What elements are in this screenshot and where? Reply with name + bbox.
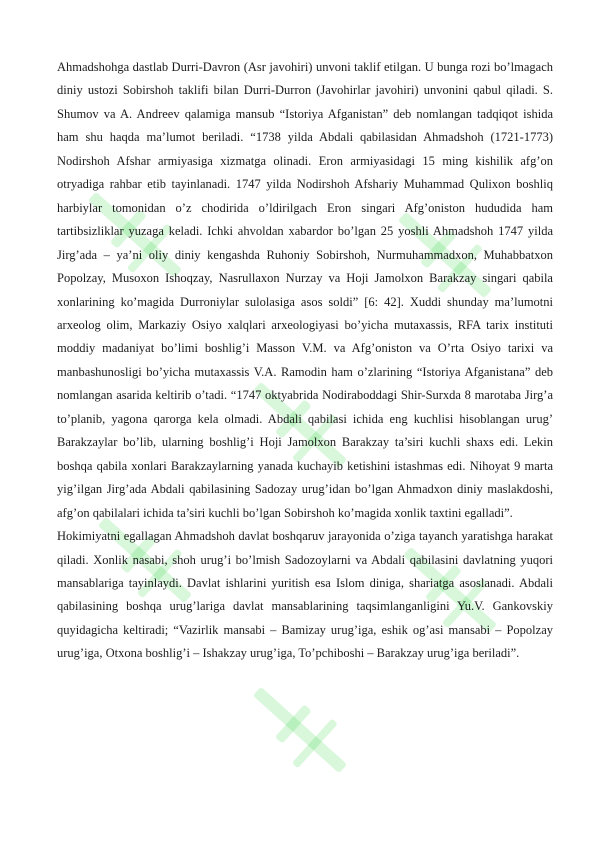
paragraph: Hokimiyatni egallagan Ahmadshoh davlat boshqaruv jarayonida o’ziga tayanch yaratishga harakat qiladi. Xonlik nasabi, shoh urug’i bo’lmish Sadozoylarni va Abdali qabilasini davlatning yuqori mansablariga tayinlaydi. Davlat ishlarini yuritish esa Islom diniga, shariatga asoslanadi. Abdali qabilasining boshqa urug’lariga davlat mansablarining taqsimlanganligini Yu.V. Gankovskiy quyidagicha keltiradi; “Vazirlik mansabi – Bamizay urug’iga, eshik og’asi mansabi – Popolzay urug’iga, Otxona boshlig’i – Ishakzay urug’iga, To’pchiboshi – Barakzay urug’iga beriladi”. bbox=[57, 529, 553, 661]
body-text bbox=[57, 56, 553, 666]
paragraph: Ahmadshohga dastlab Durri-Davron (Asr javohiri) unvoni taklif etilgan. U bunga rozi bo’lmagach diniy ustozi Sobirshoh taklifi bilan Durri-Durron (Javohirlar javohiri) unvonini qabul qiladi. S. Shumov va A. Andreev qalamiga mansub “Istoriya Afganistan” deb nomlangan tadqiqot ishida ham shu haqda ma’lumot beriladi. “1738 yilda Abdali qabilasidan Ahmadshoh (1721-1773) Nodirshoh Afshar armiyasiga xizmatga olinadi. Eron armiyasidagi 15 ming kishilik afg’on otryadiga rahbar etib tayinlanadi. 1747 yilda Nodirshoh Afshariy Muhammad Qulixon boshliq harbiylar tomonidan o’z chodirida o’ldirilgach Eron singari Afg’oniston hududida ham tartibsizliklar yuzaga keladi. Ichki ahvoldan xabardor bo’lgan 25 yoshli Ahmadshoh 1747 yilda Jirg’ada – ya’ni oliy diniy kengashda Ruhoniy Sobirshoh, Nurmuhammadxon, Muhabbatxon Popolzay, Musoxon Ishoqzay, Nasrullaxon Nurzay va Hoji Jamolxon Barakzay singari qabila xonlarining ko’magida Durroniylar sulolasiga asos soldi” [6: 42]. Xuddi shunday ma’lumotni arxeolog olim, Markaziy Osiyo xalqlari arxeologiyasi bo’yicha mutaxassis, RFA tarix instituti moddiy madaniyat bo’limi boshlig’i Masson V.M. va Afg’oniston va O’rta Osiyo tarixi va manbashunosligi bo’yicha mutaxassis V.A. Ramodin ham o’zlarining “Istoriya Afganistana” deb nomlangan asarida keltirib o’tadi. “1747 oktyabrida Nodiraboddagi Shir-Surxda 8 marotaba Jirg’a to’planib, yagona qarorga kela olmadi. Abdali qabilasi ichida eng kuchlisi hisoblangan urug’ Barakzaylar bo’lib, ularning boshlig’i Hoji Jamolxon Barakzay ta’siri kuchli shaxs edi. Lekin boshqa qabila xonlari Barakzaylarning yanada kuchayib ketishini istashmas edi. Nihoyat 9 marta yig’ilgan Jirg’ada Abdali qabilasining Sadozay urug’idan bo’lgan Ahmadxon diniy maslakdoshi, afg’on qabilalari ichida ta’siri kuchli bo’lgan Sobirshoh ko’magida xonlik taxtini egalladi”. bbox=[57, 60, 553, 520]
